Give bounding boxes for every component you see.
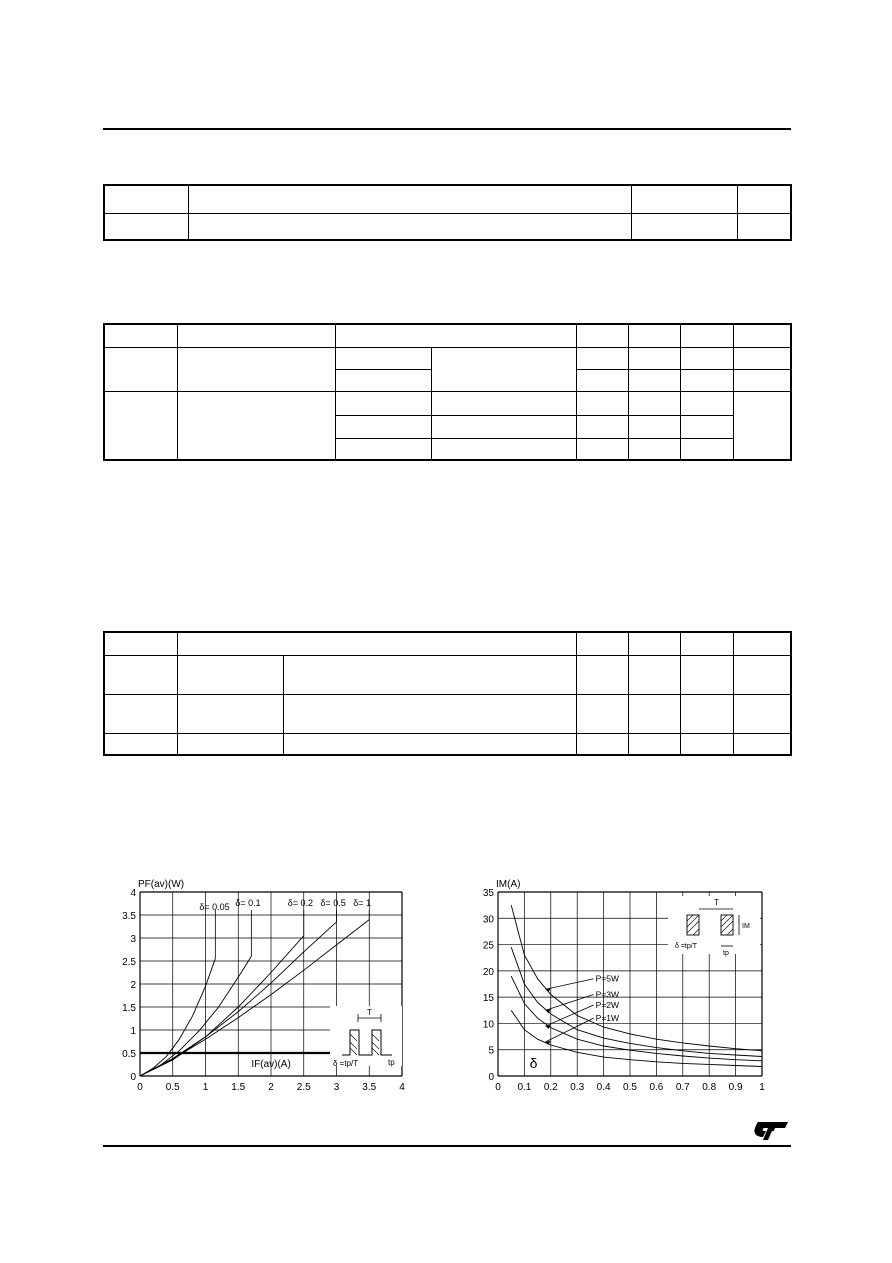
table-3-cell [104, 733, 177, 755]
c2-series-label: P=5W [595, 973, 620, 984]
c2-y-tick-label: 15 [482, 993, 494, 1005]
chart2-inset [668, 896, 760, 957]
table-3-cell [733, 733, 791, 755]
chart1-ylabel: PF(av)(W) [138, 879, 185, 890]
table-2-cell [628, 324, 680, 347]
table-3-cell [628, 632, 680, 655]
c2-y-tick-label: 10 [482, 1019, 494, 1031]
table-2-cell [628, 415, 680, 438]
table-2-cell [177, 391, 335, 460]
table-3-cell [283, 733, 576, 755]
c2-y-tick-label: 35 [482, 888, 494, 899]
chart2-inset-T: T [714, 898, 719, 907]
table-3-cell [177, 694, 283, 733]
c1-y-tick-label: 3.5 [122, 911, 136, 922]
table-2-cell [576, 347, 628, 369]
c1-y-tick-label: 1.5 [122, 1003, 136, 1014]
c1-series-label: δ= 0.1 [235, 898, 261, 908]
chart2-xlabel: δ [529, 1055, 538, 1072]
c2-series-leader [546, 979, 594, 990]
table-2-cell [335, 415, 431, 438]
c2-x-tick-label: 1 [759, 1082, 765, 1093]
table-3-cell [680, 733, 733, 755]
chart2-inset-im: IM [742, 923, 750, 930]
c1-series-label: δ= 0.05 [199, 902, 230, 912]
table-2-cell [576, 438, 628, 460]
table-1-cell [188, 213, 631, 240]
table-3-cell [576, 632, 628, 655]
chart2-series-labels [546, 974, 620, 1045]
c2-series-label: P=1W [595, 1013, 620, 1024]
c1-x-tick-label: 4 [399, 1082, 405, 1093]
table-2 [103, 323, 792, 461]
c2-x-tick-label: 0.8 [702, 1082, 717, 1093]
c2-x-tick-label: 0 [495, 1082, 501, 1093]
table-3 [103, 631, 792, 756]
table-3-cell [576, 694, 628, 733]
table-2-cell [680, 347, 733, 369]
table-2-cell [335, 347, 431, 369]
table-2-cell [576, 324, 628, 347]
table-3-cell [628, 655, 680, 694]
table-2-cell [576, 415, 628, 438]
c2-x-tick-label: 0.2 [543, 1082, 558, 1093]
power-dissipation-chart [110, 872, 420, 1102]
table-2-cell [335, 369, 431, 391]
table-2-cell [628, 347, 680, 369]
chart2-inset-delta: δ =tp/T [675, 943, 697, 950]
c2-y-tick-label: 0 [488, 1072, 494, 1083]
chart1-inset [330, 1006, 402, 1068]
chart1-inset-delta: δ =tp/T [333, 1059, 359, 1068]
table-2-cell [431, 415, 576, 438]
c1-x-tick-label: 1.5 [231, 1082, 246, 1093]
table-2-cell [104, 324, 177, 347]
table-2-cell [576, 369, 628, 391]
table-3-cell [680, 632, 733, 655]
table-3-cell [628, 733, 680, 755]
c1-series-line [140, 936, 304, 1076]
table-1-cell [188, 185, 631, 213]
table-2-cell [177, 347, 335, 391]
c1-x-tick-label: 3 [333, 1082, 340, 1093]
c2-x-tick-label: 0.1 [517, 1082, 532, 1093]
table-1-cell [104, 185, 188, 213]
table-2-cell [335, 324, 576, 347]
table-2-cell [680, 415, 733, 438]
table-1-cell [737, 185, 791, 213]
c1-x-tick-label: 0 [137, 1082, 143, 1093]
c2-y-tick-label: 30 [482, 914, 494, 926]
table-2-cell [628, 369, 680, 391]
c1-series-label: δ= 0.5 [320, 898, 346, 908]
table-1-cell [631, 213, 737, 240]
c1-series-line [140, 959, 215, 1076]
c2-y-tick-label: 5 [488, 1045, 494, 1057]
table-3-cell [104, 655, 177, 694]
c2-x-tick-label: 0.4 [596, 1082, 611, 1093]
c2-series-leader [546, 1018, 594, 1042]
table-1-cell [631, 185, 737, 213]
c1-x-tick-label: 2.5 [296, 1082, 311, 1093]
table-1-cell [737, 213, 791, 240]
c2-series-label: P=3W [595, 989, 620, 1000]
c1-series-label: δ= 0.2 [287, 898, 314, 908]
table-3-cell [576, 733, 628, 755]
table-2-cell [628, 438, 680, 460]
table-3-cell [628, 694, 680, 733]
table-2-cell [431, 391, 576, 415]
c2-x-tick-label: 0.3 [570, 1082, 585, 1093]
c2-y-tick-label: 20 [482, 966, 494, 978]
c1-y-tick-label: 3 [130, 934, 136, 945]
table-3-cell [177, 632, 576, 655]
c1-y-tick-label: 0 [130, 1072, 136, 1083]
table-3-cell [104, 694, 177, 733]
c1-y-tick-label: 1 [130, 1026, 136, 1037]
c1-y-tick-label: 4 [130, 888, 136, 899]
c1-y-tick-label: 0.5 [122, 1049, 136, 1060]
st-logo [752, 1119, 792, 1143]
table-3-cell [733, 632, 791, 655]
c2-series-label: P=2W [595, 1000, 620, 1011]
table-2-cell [733, 369, 791, 391]
c1-x-tick-label: 1 [202, 1082, 209, 1093]
header-rule [103, 128, 791, 130]
table-2-cell [733, 347, 791, 369]
footer-rule [103, 1145, 791, 1147]
c2-x-tick-label: 0.6 [649, 1082, 664, 1093]
table-2-cell [104, 391, 177, 460]
table-2-cell [431, 438, 576, 460]
chart1-xlabel: IF(av)(A) [251, 1059, 291, 1070]
c1-x-tick-label: 0.5 [165, 1082, 180, 1093]
peak-current-chart [470, 872, 780, 1102]
chart2-inset-tp: tp [723, 950, 729, 957]
table-2-cell [680, 369, 733, 391]
table-2-cell [733, 391, 791, 460]
chart1-inset-tp: tp [388, 1058, 395, 1067]
table-3-cell [733, 694, 791, 733]
c2-x-tick-label: 0.5 [623, 1082, 637, 1093]
table-3-cell [680, 655, 733, 694]
table-2-cell [177, 324, 335, 347]
table-3-cell [680, 694, 733, 733]
table-2-cell [335, 438, 431, 460]
table-3-cell [733, 655, 791, 694]
table-2-cell [680, 391, 733, 415]
table-2-cell [104, 347, 177, 391]
table-2-cell [335, 391, 431, 415]
chart1-inset-T: T [367, 1008, 372, 1017]
chart2-ylabel: IM(A) [496, 879, 521, 890]
table-2-cell [680, 438, 733, 460]
table-2-cell [628, 391, 680, 415]
c1-x-tick-label: 3.5 [362, 1082, 377, 1093]
table-2-cell [431, 347, 576, 391]
table-3-cell [177, 655, 283, 694]
table-3-cell [283, 655, 576, 694]
c2-x-tick-label: 0.9 [728, 1082, 743, 1093]
table-1 [103, 184, 792, 241]
c2-y-tick-label: 25 [482, 940, 494, 952]
c1-y-tick-label: 2 [130, 980, 136, 991]
table-3-cell [283, 694, 576, 733]
table-3-cell [104, 632, 177, 655]
table-2-cell [733, 324, 791, 347]
table-1-cell [104, 213, 188, 240]
table-2-cell [680, 324, 733, 347]
table-2-cell [576, 391, 628, 415]
c1-y-tick-label: 2.5 [122, 957, 136, 968]
st-logo-label: ST [752, 1119, 754, 1120]
c1-series-label: δ= 1 [353, 898, 372, 908]
c1-series-line [140, 956, 251, 1076]
c1-x-tick-label: 2 [268, 1082, 274, 1093]
table-3-cell [177, 733, 283, 755]
c2-x-tick-label: 0.7 [675, 1082, 690, 1093]
c2-series-line [511, 1010, 762, 1066]
table-3-cell [576, 655, 628, 694]
